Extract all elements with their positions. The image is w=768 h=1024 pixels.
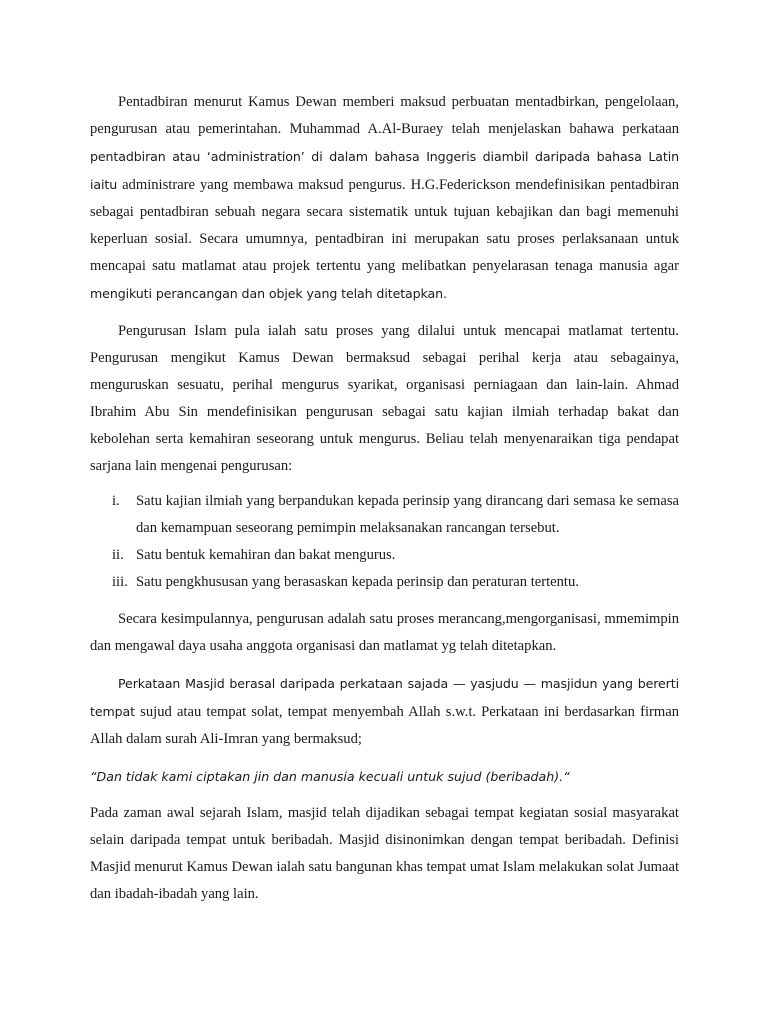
list-item (90, 542, 679, 569)
list-text: Satu bentuk kemahiran dan bakat mengurus. (136, 547, 396, 563)
paragraph-masjid (90, 670, 679, 753)
paragraph-masjid-part1: Perkataan Masjid berasal daripada perkataan sajada — yasjudu — masjidun yang bererti tempat (90, 676, 679, 719)
list-number: i. (112, 493, 120, 509)
paragraph-pengurusan: Pengurusan Islam pula ialah satu proses yang dilalui untuk mencapai matlamat tertentu. Pengurusan mengikut Kamus Dewan bermaksud sebagai perihal kerja atau sebagainya, menguruskan sesuatu, perihal mengurus syarikat, organisasi perniagaan dan lain-lain. Ahmad Ibrahim Abu Sin mendefinisikan pengurusan sebagai satu kajian ilmiah terhadap bakat dan kebolehan serta kemahiran seseorang untuk mengurus. Beliau telah menyenaraikan tiga pendapat sarjana lain mengenai pengurusan: (90, 323, 679, 474)
document-page (90, 89, 679, 908)
list-number: iii. (112, 574, 128, 590)
paragraph-pentadbiran (90, 89, 679, 308)
paragraph-pentadbiran-part1: Pentadbiran menurut Kamus Dewan memberi maksud perbuatan mentadbirkan, pengelolaan, pengurusan atau pemerintahan. Muhammad A.Al-Buraey telah menjelaskan bahawa perkataan (90, 94, 679, 137)
paragraph-masjid-part2: sujud atau tempat solat, tempat menyembah Allah s.w.t. Perkataan ini berdasarkan firman Allah dalam surah Ali-Imran yang bermaksud; (90, 704, 679, 747)
list-number: ii. (112, 547, 124, 563)
list-text: Satu pengkhususan yang berasaskan kepada perinsip dan peraturan tertentu. (136, 574, 579, 590)
paragraph-sejarah-masjid: Pada zaman awal sejarah Islam, masjid telah dijadikan sebagai tempat kegiatan sosial masyarakat selain daripada tempat untuk beribadah. Masjid disinonimkan dengan tempat beribadah. Definisi Masjid menurut Kamus Dewan ialah satu bangunan khas tempat umat Islam melakukan solat Jumaat dan ibadah-ibadah yang lain. (90, 805, 679, 902)
paragraph-pentadbiran-part3: administrare yang membawa maksud pengurus. H.G.Federickson mendefinisikan pentadbiran sebagai pentadbiran sebuah negara secara sistematik untuk tujuan kebajikan dan bagi memenuhi keperluan sosial. Secara umumnya, pentadbiran ini merupakan satu proses perlaksanaan untuk mencapai satu matlamat atau projek tertentu yang melibatkan penyelarasan tenaga manusia agar (90, 177, 679, 274)
list-text: Satu kajian ilmiah yang berpandukan kepada perinsip yang dirancang dari semasa ke semasa dan kemampuan seseorang pemimpin melaksanakan rancangan tersebut. (136, 493, 679, 536)
list-item (90, 569, 679, 596)
opinion-list (90, 488, 679, 596)
paragraph-kesimpulan: Secara kesimpulannya, pengurusan adalah satu proses merancang,mengorganisasi, mmemimpin dan mengawal daya usaha anggota organisasi dan matlamat yg telah ditetapkan. (90, 611, 679, 654)
quotation: “Dan tidak kami ciptakan jin dan manusia kecuali untuk sujud (beribadah).“ (90, 769, 570, 784)
paragraph-pentadbiran-part4: mengikuti perancangan dan objek yang telah ditetapkan. (90, 286, 447, 301)
paragraph-pentadbiran-part2: pentadbiran atau ‘administration’ di dalam bahasa Inggeris diambil daripada bahasa Latin iaitu (90, 149, 679, 192)
list-item (90, 488, 679, 542)
